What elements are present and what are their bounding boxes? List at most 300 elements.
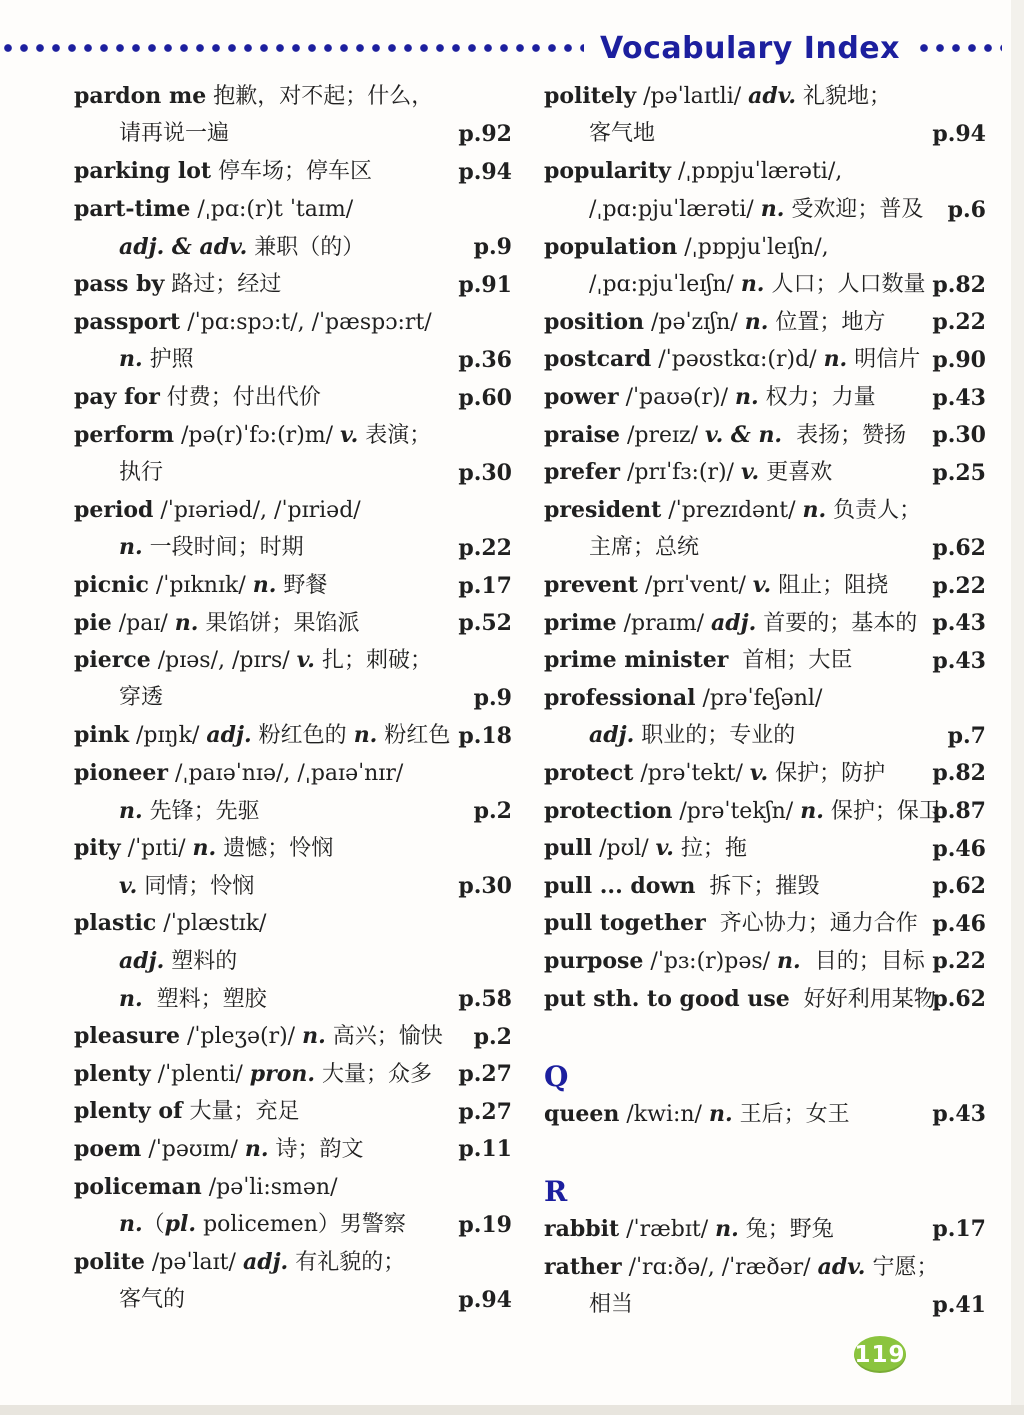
seg-term: prevent [544,572,638,599]
page-ref: p.43 [932,1101,986,1128]
page-ref: p.46 [932,835,986,862]
seg-term: parking lot [74,158,212,185]
seg-phon: /prɪˈfɜ:(r)/ [620,460,741,486]
seg-pos: pl. [164,1211,197,1238]
seg-term: professional [544,684,696,711]
entry-row [544,492,986,530]
entry-row [74,304,512,342]
seg-phon: /ˈprezɪdənt/ [661,497,803,523]
seg-pos: n. [244,1135,269,1162]
entry-row [544,153,986,191]
seg-pos: v. [340,421,359,448]
seg-def: 穿透 [119,685,164,711]
page-ref: p.17 [458,572,512,599]
seg-def: 表扬；赞扬 [782,422,907,448]
seg-phon: /kwi:n/ [619,1101,709,1127]
seg-def: 塑料的 [164,948,238,974]
page-title: Vocabulary Index [599,30,900,66]
page-ref: p.62 [932,873,986,900]
entry-text [74,649,432,672]
page-ref: p.52 [458,610,512,637]
seg-term: power [544,384,619,411]
seg-phon: /ˈplenti/ [150,1061,250,1087]
seg-def: 护照 [142,347,194,373]
entry-text [544,872,820,899]
entry-row [544,379,986,417]
page-ref: p.58 [458,986,512,1013]
page-ref: p.25 [932,459,986,486]
entry-row [74,604,512,642]
section-letter-row [544,1173,986,1211]
page-ref: p.90 [932,346,986,373]
page-ref: p.18 [458,722,512,749]
seg-phon: /prəˈtekt/ [633,760,750,786]
entry-row [74,116,512,154]
entry-text [544,1291,634,1317]
entry-text [544,985,936,1012]
entry-row [74,1168,512,1206]
page-ref: p.43 [932,647,986,674]
seg-def: 王后；女王 [732,1101,850,1127]
entry-row [544,792,986,830]
seg-pos: n. [252,572,277,599]
page-ref: p.22 [932,948,986,975]
entry-text [74,1100,299,1123]
entry-text [74,687,163,709]
dotted-rule-left [0,41,584,55]
seg-pos: n. [800,797,824,824]
entry-row [544,116,986,154]
seg-pos: n. [715,1215,739,1242]
seg-term: purpose [544,947,644,974]
entry-text [544,797,941,824]
seg-term: protect [544,759,634,786]
seg-phon: /ˈpɑ:spɔ:t/, /ˈpæspɔ:rt/ [180,309,432,335]
seg-pos: n. [802,496,827,523]
entry-text [544,496,922,523]
entry-text [544,574,888,597]
seg-pos: adv. [748,83,797,110]
seg-phon: /prəˈtekʃn/ [672,798,801,824]
entry-row [544,266,986,304]
entry-text [74,985,267,1012]
seg-term: pie [74,609,112,636]
entry-row [544,867,986,905]
page-ref: p.30 [458,459,512,486]
entry-text [544,348,920,371]
seg-def: 人口；人口数量 [764,272,926,298]
entry-row [544,604,986,642]
page-ref: p.94 [458,1286,512,1313]
entry-text [74,308,432,335]
seg-def: 客气地 [589,121,656,147]
entry-row [544,304,986,342]
seg-phon: /ˈræbɪt/ [619,1216,716,1242]
entry-row [544,416,986,454]
entry-row [74,1131,512,1169]
seg-term: pull ... down [544,872,696,899]
page-ref: p.27 [458,1098,512,1125]
seg-term: polite [74,1248,145,1275]
page-ref: p.30 [932,422,986,449]
seg-term: pity [74,835,121,862]
entry-row [74,792,512,830]
seg-term: passport [74,308,181,335]
seg-pos: adj. [711,609,757,636]
seg-def: 兼职（的） [247,234,365,260]
entry-text [544,724,795,747]
seg-pos: n. [823,346,848,373]
entry-row [544,341,986,379]
seg-pos: v. & n. [705,421,783,448]
seg-term: part-time [74,196,191,223]
entry-row [74,717,512,755]
seg-pos: n. [192,835,217,862]
seg-def: 保护；防护 [768,760,886,786]
page-ref: p.22 [458,534,512,561]
entry-row [544,943,986,981]
seg-def: 拆下；摧毁 [695,873,820,899]
entry-text [544,386,876,409]
seg-term: pull [544,835,593,862]
seg-def: 受欢迎；普及 [784,197,924,223]
seg-def: 职业的；专业的 [634,723,796,749]
seg-pos: v. [749,759,769,786]
seg-term: rabbit [544,1215,620,1242]
entry-text [544,837,747,860]
page-ref: p.43 [932,610,986,637]
page-edge-bottom [0,1405,1024,1415]
seg-term: period [74,496,154,523]
page-ref: p.46 [932,910,986,937]
seg-phon: /ˌpɑ:pjuˈlærəti/ [589,197,761,223]
entry-text [544,85,891,108]
seg-phon: /ˌpɑ:(r)t ˈtaɪm/ [190,197,354,223]
seg-def: 位置；地方 [768,309,886,335]
entry-text [544,461,832,484]
page-ref: p.87 [932,798,986,825]
seg-def: 付费；付出代价 [159,385,321,411]
entry-row [74,680,512,718]
section-letter-row [544,1058,986,1096]
entry-text [74,160,372,183]
seg-def: 大量；充足 [182,1099,300,1125]
seg-pos: n. [760,196,785,223]
seg-def: 有礼貌的； [288,1249,406,1275]
entry-text [74,574,327,597]
seg-term: pleasure [74,1023,180,1050]
seg-def: 保护；保卫 [823,798,941,824]
seg-def: 拉；拖 [673,836,747,862]
entry-text [544,421,907,448]
seg-pos: n. [735,384,759,411]
seg-term: plenty [74,1060,151,1087]
seg-term: politely [544,83,637,110]
entry-row [544,1248,986,1286]
seg-def: policemen）男警察 [196,1212,406,1238]
seg-term: president [544,496,662,523]
entry-row [74,492,512,530]
entry-text [544,649,852,672]
seg-def: 明信片 [847,347,921,373]
entry-row [74,755,512,793]
seg-phon: /ˈpaʊə(r)/ [618,385,735,411]
seg-phon: /pʊl/ [592,836,656,862]
seg-def: 首相；大臣 [728,648,853,674]
page-ref: p.27 [458,1061,512,1088]
seg-phon: /pəˈlaɪtli/ [636,84,749,110]
seg-phon: /ˌpɑ:pjuˈleɪʃn/ [589,272,741,298]
seg-def: 齐心协力；通力合作 [705,911,918,937]
seg-def: 野餐 [276,573,328,599]
entry-text [74,421,432,448]
entry-text [74,912,266,935]
entry-row [74,529,512,567]
seg-phon: /pɪŋk/ [128,723,207,749]
entry-row [74,1093,512,1131]
seg-phon: /preɪz/ [619,422,706,448]
entry-text [74,386,321,409]
page-ref: p.2 [473,798,512,825]
page-edge-right [1011,0,1024,1415]
seg-def: 路过；经过 [164,272,282,298]
seg-pos: n. [708,1100,733,1127]
seg-phon: /prəˈfeʃənl/ [695,685,823,711]
entry-text [544,1174,568,1208]
entry-text [74,1248,406,1275]
entry-text [74,536,304,559]
entry-text [544,609,918,636]
entry-text [74,837,333,860]
seg-pos: n. [119,985,143,1012]
seg-def: 执行 [119,459,164,485]
seg-def: 抱歉，对不起；什么， [206,84,434,110]
seg-phon: /ˈpleʒə(r)/ [179,1024,303,1050]
seg-phon: /pəˈzɪʃn/ [644,309,745,335]
seg-term: pay for [74,384,160,411]
seg-term: picnic [74,572,149,599]
seg-def: 诗；韵文 [268,1136,364,1162]
seg-term: pioneer [74,759,168,786]
page-ref: p.6 [947,196,986,223]
entry-row [544,1286,986,1324]
page-ref: p.36 [458,346,512,373]
seg-phon: /pə(r)ˈfɔ:(r)m/ [173,422,341,448]
section-letter: R [544,1174,568,1208]
seg-phon: /ˈplæstɪk/ [156,911,267,937]
seg-def: 粉红色的 [251,723,354,749]
seg-def: 负责人； [826,497,922,523]
seg-phon: /ˈpɪknɪk/ [148,573,253,599]
seg-pos: v. [740,459,760,486]
seg-pos: adj. [589,722,635,749]
entry-text [74,1135,364,1162]
entry-text [74,1060,433,1087]
seg-term: pierce [74,647,151,674]
entry-row [544,980,986,1018]
entry-text [544,1215,834,1242]
entry-text [74,233,365,260]
entry-row [74,943,512,981]
seg-def: 请再说一遍 [119,121,230,147]
entry-text [544,1059,569,1093]
seg-phon: /ˌpaɪəˈnɪə/, /ˌpaɪəˈnɪr/ [168,760,404,786]
seg-phon: /ˌpɒpjuˈleɪʃn/, [677,234,829,260]
entry-text [74,872,255,899]
seg-def: 首要的；基本的 [756,610,918,636]
seg-term: prefer [544,459,621,486]
seg-pos: adj. [119,947,165,974]
seg-def: 同情；怜悯 [137,873,255,899]
page-ref: p.62 [932,986,986,1013]
seg-term: queen [544,1100,620,1127]
entry-row [74,567,512,605]
seg-term: plenty of [74,1098,183,1125]
seg-phon: /pəˈli:smən/ [201,1174,338,1200]
seg-def: 主席；总统 [589,534,700,560]
seg-def: 一段时间；时期 [142,535,304,561]
entry-text [74,1173,338,1200]
entry-row [74,642,512,680]
entry-text [544,160,842,183]
vocab-column-left [74,78,512,1319]
entry-row [74,379,512,417]
seg-pos: n. [302,1023,326,1050]
entry-text [544,759,886,786]
seg-def: 客气的 [119,1286,186,1312]
entry-row [74,867,512,905]
entry-row [74,1281,512,1319]
page-ref: p.62 [932,534,986,561]
seg-def: 先锋；先驱 [142,798,260,824]
seg-pos: v. [752,572,772,599]
entry-text [74,1025,443,1048]
entry-text [74,273,281,296]
entry-row [74,228,512,266]
seg-pos: n. [119,797,143,824]
page-ref: p.11 [458,1136,512,1163]
entry-text [74,123,229,145]
seg-phon: /ˈpəʊɪm/ [141,1136,245,1162]
seg-term: popularity [544,158,671,185]
seg-def: 遗憾；怜悯 [216,836,334,862]
seg-def: 高兴；愉快 [325,1024,443,1050]
seg-phon: /ˈpɪəriəd/, /ˈpɪriəd/ [153,497,361,523]
seg-pos: adj. & adv. [119,233,248,260]
seg-pos: v. [296,647,315,674]
entry-row [74,1206,512,1244]
entry-row [74,78,512,116]
page-ref: p.92 [458,121,512,148]
entry-row [74,1243,512,1281]
seg-phon: /ˈpəʊstkɑ:(r)d/ [651,347,824,373]
entry-text [544,1100,850,1127]
entry-row [74,191,512,229]
seg-phon: /pɪəs/, /pɪrs/ [150,648,297,674]
seg-pos: n. [119,534,143,561]
entry-text [544,123,655,145]
entry-text [74,1286,186,1312]
entry-text [544,912,918,935]
seg-term: pardon me [74,83,207,110]
entry-text [544,198,923,221]
entry-text [544,308,886,335]
entry-text [544,684,823,711]
entry-row [544,228,986,266]
entry-text [544,273,925,296]
seg-def: 粉红色 [377,723,451,749]
seg-def: 相当 [589,1291,634,1317]
seg-def: 更喜欢 [759,460,833,486]
page-ref: p.17 [932,1216,986,1243]
entry-text [74,348,194,371]
page-ref: p.9 [473,685,512,712]
page-ref: p.91 [458,271,512,298]
seg-phon: /paɪ/ [111,610,175,636]
seg-phon: /ˈpɪti/ [120,836,193,862]
seg-term: policeman [74,1173,202,1200]
seg-pos: n. [744,308,769,335]
seg-term: pull together [544,910,706,937]
page-ref: p.41 [932,1291,986,1318]
seg-term: prime minister [544,647,729,674]
entry-row [544,905,986,943]
entry-row [544,680,986,718]
entry-text [74,1213,406,1236]
seg-pos: n. [353,722,378,749]
seg-pos: n. [119,1211,143,1238]
seg-pos: n. [740,271,765,298]
seg-term: praise [544,421,620,448]
entry-row [544,567,986,605]
entry-row [544,1095,986,1133]
seg-phon: /ˈrɑ:ðə/, /ˈræðər/ [621,1254,818,1280]
page-number-badge: 119 [854,1336,906,1373]
entry-text [544,1253,939,1280]
seg-term: poem [74,1135,142,1162]
seg-pos: n. [119,346,143,373]
seg-phon: /ˌpɒpjuˈlærəti/, [670,159,843,185]
seg-def: 权力；力量 [758,385,876,411]
seg-phon: /pəˈlaɪt/ [144,1249,243,1275]
seg-phon: /ˈpɜ:(r)pəs/ [643,948,778,974]
seg-term: population [544,233,678,260]
seg-term: protection [544,797,673,824]
entry-text [544,233,829,260]
entry-row [74,1018,512,1056]
seg-term: position [544,308,644,335]
entry-row [544,529,986,567]
seg-pos: pron. [249,1060,316,1087]
entry-text [74,85,433,108]
entry-row [544,755,986,793]
seg-phon: /prɪˈvent/ [637,573,753,599]
entry-row [74,1055,512,1093]
vocab-column-right [544,78,986,1323]
seg-pos: adj. [206,722,252,749]
seg-term: prime [544,609,617,636]
entry-text [544,534,700,560]
page-header [0,30,1002,66]
seg-def: 大量；众多 [315,1061,433,1087]
entry-row [544,717,986,755]
entry-row [74,416,512,454]
entry-text [74,797,260,824]
seg-term: put sth. to good use [544,985,790,1012]
seg-term: postcard [544,346,652,373]
seg-pos: adv. [817,1253,866,1280]
seg-def: 礼貌地； [796,84,892,110]
